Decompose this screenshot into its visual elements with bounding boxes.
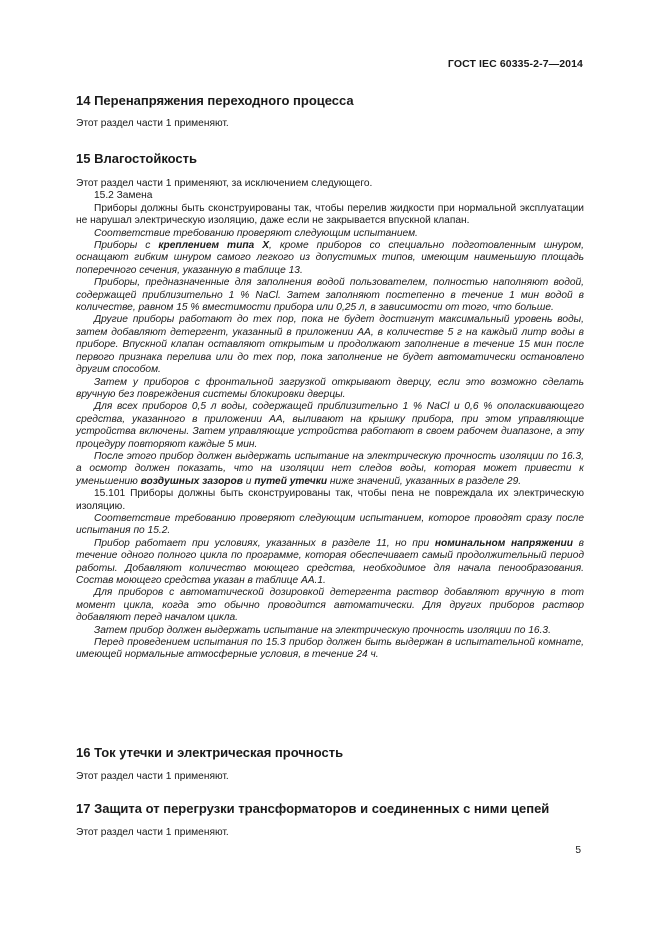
- term-rated-voltage: номинальном напряжении: [434, 537, 573, 549]
- text-run: После этого прибор должен выдержать испытание на электрическую прочность изоляции по 16.3, а осмотр должен показать, что на изоляции нет следов воды, которая может привести к уменьшению: [76, 450, 584, 487]
- paragraph: Затем у приборов с фронтальной загрузкой открывают дверцу, если это возможно сделать вручную без повреждения системы блокировки дверцы.: [76, 376, 584, 400]
- term-creepage: путей утечки: [254, 475, 328, 487]
- paragraph: Другие приборы работают до тех пор, пока не будет достигнут максимальный уровень воды, затем добавляют детергент, указанный в приложении АА, в количестве 5 г на каждый литр воды в приборе. Впускной клапан оставляют открытым и продолжают заполнение в течение 15 мин после первого признака перелива или до тех пор, пока заполнение не будет автоматически остановлено другим способом.: [76, 314, 584, 376]
- section-14-title: 14 Перенапряжения переходного процесса: [76, 93, 354, 108]
- clause-15-2-heading: 15.2 Замена: [94, 190, 153, 202]
- paragraph: Соответствие требованию проверяют следующим испытанием, которое проводят сразу после испытания по 15.2.: [76, 512, 584, 537]
- text-run: в течение одного полного цикла по программе, которая обеспечивает самый продолжительный период работы. Добавляют количество моющего средства, необходимое для начала пенообразования. Состав моющего средства указан в таблице АА.1.: [76, 537, 584, 586]
- paragraph: Для приборов с автоматической дозировкой детергента раствор добавляют вручную в тот момент цикла, когда это обычно проводится автоматически. Для других приборов раствор добавляют перед началом цикла.: [76, 587, 584, 624]
- section-17-title: 17 Защита от перегрузки трансформаторов и соединенных с ними цепей: [76, 801, 550, 816]
- paragraph: [76, 240, 584, 277]
- text-run: Приборы с: [94, 240, 159, 252]
- term-fixing-type-x: креплением типа X: [158, 240, 270, 252]
- paragraph: Приборы, предназначенные для заполнения водой пользователем, полностью наполняют водой, содержащей приблизительно 1 % NaCl. Затем заполняют постепенно в течение 1 мин водой в количестве, равном 15 % вместимости прибора или 0,25 л, в зависимости от того, что больше.: [76, 277, 584, 314]
- paragraph: Для всех приборов 0,5 л воды, содержащей приблизительно 1 % NaCl и 0,6 % ополаскивающего средства, указанного в приложении АА, выливают на крышку прибора, при этом управляющие устройства включены. Затем управляющие устройства работают в своем рабочем диапазоне, а эту процедуру повторяют каждые 5 мин.: [76, 401, 584, 450]
- section-17-text: Этот раздел части 1 применяют.: [76, 827, 229, 838]
- section-15-body: [76, 178, 584, 662]
- text-run: Прибор работает при условиях, указанных в разделе 11, но при: [94, 537, 435, 549]
- section-16-title: 16 Ток утечки и электрическая прочность: [76, 745, 344, 760]
- text-run: , кроме приборов со специально подготовленным шнуром, оснащают гибким шнуром самого легкого из допустимых типов, имеющим наименьшую площадь поперечного сечения, указанную в таблице 13.: [76, 240, 584, 276]
- paragraph: Перед проведением испытания по 15.3 прибор должен быть выдержан в испытательной комнате, имеющей нормальные атмосферные условия, в течение 24 ч.: [76, 637, 584, 661]
- section-16-text: Этот раздел части 1 применяют.: [76, 771, 229, 782]
- clause-15-101: 15.101 Приборы должны быть сконструированы так, чтобы пена не повреждала их электрическую изоляцию.: [76, 488, 584, 512]
- paragraph: Затем прибор должен выдержать испытание на электрическую прочность изоляции по 16.3.: [94, 624, 551, 636]
- term-clearances: воздушных зазоров: [140, 475, 243, 487]
- text-run: и: [242, 475, 255, 487]
- paragraph: Соответствие требованию проверяют следующим испытанием.: [94, 227, 418, 239]
- paragraph: Приборы должны быть сконструированы так, чтобы перелив жидкости при нормальной эксплуатации не нарушал электрическую изоляцию, даже если не закрывается впускной клапан.: [76, 202, 584, 227]
- section-15-intro: Этот раздел части 1 применяют, за исключением следующего.: [76, 178, 373, 189]
- section-15-title: 15 Влагостойкость: [76, 151, 198, 166]
- text-run: ниже значений, указанных в разделе 29.: [327, 475, 522, 487]
- page-number: 5: [575, 845, 581, 856]
- section-14-text: Этот раздел части 1 применяют.: [76, 118, 229, 129]
- standard-header: ГОСТ IEC 60335-2-7—2014: [447, 58, 583, 70]
- paragraph: [76, 451, 584, 488]
- paragraph: [76, 538, 584, 588]
